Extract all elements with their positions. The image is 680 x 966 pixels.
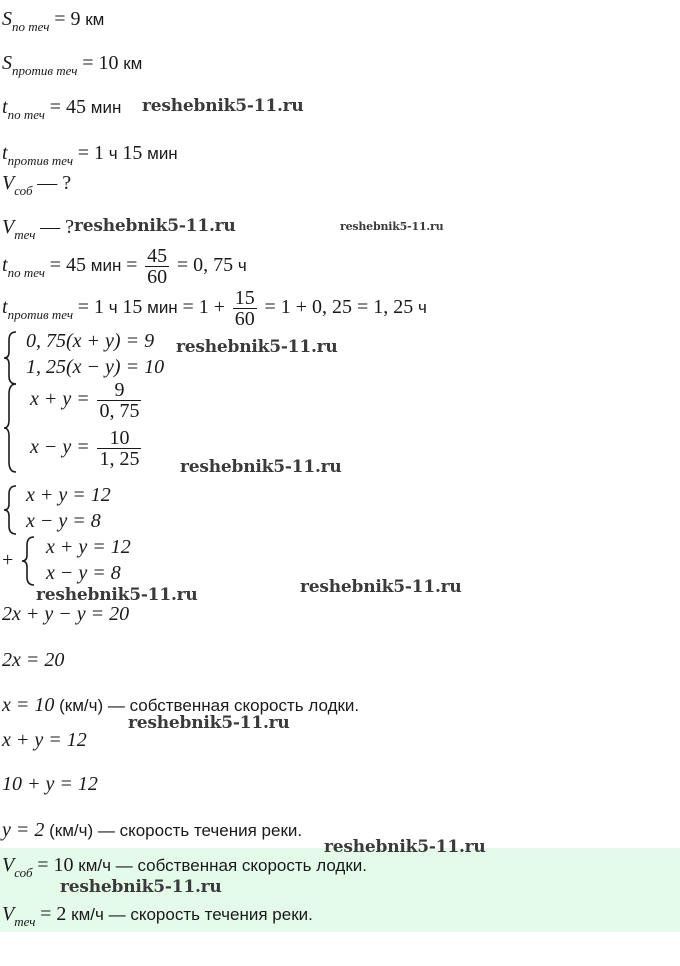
watermark: reshebnik5-11.ru [36,585,198,605]
given-v-own: $V_{соб}$ — ? [2,172,72,198]
step-x-result: x = 10 (км/ч) — собственная скорость лодки. [2,694,360,716]
system4-plus: + [2,549,14,571]
system3-brace [2,484,20,536]
system2-row1: x + y = $\frac{9}{0, 75}$ [30,379,140,422]
system4-row2: x − y = 8 [46,562,121,584]
fraction-15-60: $\frac{15}{60}$ [234,287,255,330]
step-substitute: 10 + y = 12 [2,773,98,795]
step-x-plus-y: x + y = 12 [2,729,87,751]
given-v-current: $V_{теч}$ — ? [2,216,75,242]
answer-current-speed: $V_{теч} = 2$ км/ч — скорость течения реки. [2,903,313,929]
system1-row1: 0, 75(x + y) = 9 [26,330,155,352]
conversion-t-down: $t_{по теч} = 45$ мин = $\frac{45}{60}$ = 0, 75 ч [2,245,247,288]
step-2x: 2x = 20 [2,649,65,671]
answer-own-speed: $V_{соб} = 10$ км/ч — собственная скорость лодки. [2,854,368,880]
watermark: reshebnik5-11.ru [176,337,338,357]
system3-row1: x + y = 12 [26,484,111,506]
conversion-t-up: $t_{против теч} = 1$ ч 15 мин = 1 + $\frac{15}{60}$ = 1 + 0, 25 = 1, 25 ч [2,287,427,330]
watermark: reshebnik5-11.ru [340,220,444,233]
watermark: reshebnik5-11.ru [142,96,304,116]
system3-row2: x − y = 8 [26,510,101,532]
given-s-up: $S_{против теч} = 10$ км [2,52,143,78]
given-t-down: $t_{по теч} = 45$ мин [2,96,122,122]
watermark: reshebnik5-11.ru [180,457,342,477]
fraction-9-075: $\frac{9}{0, 75}$ [99,379,140,422]
watermark: reshebnik5-11.ru [60,877,222,897]
system4-brace [20,535,38,587]
system2-brace [2,382,20,474]
given-s-down: $S_{по теч} = 9$ км [2,8,105,34]
watermark: reshebnik5-11.ru [128,713,290,733]
watermark: reshebnik5-11.ru [300,577,462,597]
system2-row2: x − y = $\frac{10}{1, 25}$ [30,427,140,470]
system4-row1: x + y = 12 [46,536,131,558]
watermark: reshebnik5-11.ru [74,216,236,236]
system1-brace [2,330,20,386]
fraction-10-125: $\frac{10}{1, 25}$ [99,427,140,470]
step-sum: 2x + y − y = 20 [2,603,130,625]
given-t-up: $t_{против теч} = 1$ ч 15 мин [2,142,178,168]
watermark: reshebnik5-11.ru [324,837,486,857]
fraction-45-60: $\frac{45}{60}$ [147,245,168,288]
system1-row2: 1, 25(x − y) = 10 [26,356,165,378]
step-y-result: y = 2 (км/ч) — скорость течения реки. [2,819,303,841]
